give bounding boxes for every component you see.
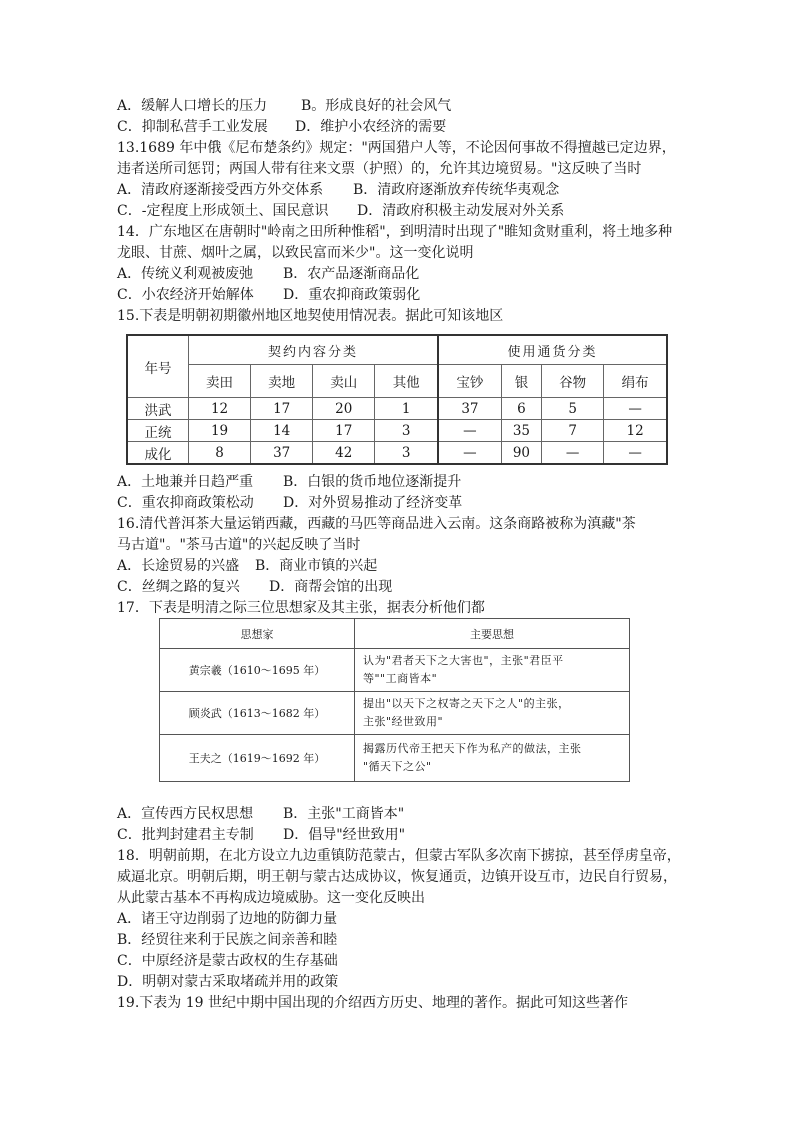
q15-stem: 15.下表是明朝初期徽州地区地契使用情况表。据此可知该地区 — [117, 308, 504, 324]
q16-stem-line1: 16.清代普洱茶大量运销西藏，西藏的马匹等商品进入云南。这条商路被称为滇藏"茶 — [117, 516, 636, 532]
thinker-idea — [355, 649, 630, 692]
q14-option-a: A．传统义利观被废弛 — [117, 266, 254, 282]
q13-options-row1 — [117, 180, 560, 200]
q12-option-b: B。形成良好的社会风气 — [301, 98, 452, 114]
q15-option-b: B．白银的货币地位逐渐提升 — [283, 474, 462, 490]
table-row — [127, 420, 667, 442]
table-cell: 3 — [375, 442, 438, 465]
q17-option-d: D．倡导"经世致用" — [283, 827, 406, 843]
thinker-idea — [355, 735, 630, 782]
q16-option-a: A．长途贸易的兴盛 — [117, 558, 240, 574]
q18-option-d: D．明朝对蒙古采取堵疏并用的政策 — [117, 974, 339, 990]
q14-options-row1 — [117, 264, 420, 284]
table-header-main-ideas: 主要思想 — [355, 619, 630, 649]
thinker-name: 黄宗羲（1610～1695 年） — [160, 649, 355, 692]
table-cell: 17 — [251, 398, 313, 420]
table-cell: 42 — [313, 442, 375, 465]
table-subheader: 卖山 — [313, 365, 375, 398]
table-cell: 37 — [251, 442, 313, 465]
q13-options-row2 — [117, 201, 565, 221]
q12-option-a: A．缓解人口增长的压力 — [117, 98, 268, 114]
q17-option-b: B．主张"工商皆本" — [283, 806, 405, 822]
table-header-year: 年号 — [127, 335, 189, 398]
q12-option-d: D．维护小农经济的需要 — [295, 119, 447, 135]
thinker-idea-line: 主张"经世致用" — [363, 715, 444, 728]
q12-options-row2 — [117, 117, 447, 137]
q14-option-c: C．小农经济开始解体 — [117, 287, 254, 303]
table-row — [160, 735, 630, 782]
q16-stem-line2: 马古道"。"茶马古道"的兴起反映了当时 — [117, 537, 361, 553]
thinker-name: 王夫之（1619～1692 年） — [160, 735, 355, 782]
table-cell: 1 — [375, 398, 438, 420]
q15-options-row1 — [117, 472, 462, 492]
q16-option-d: D．商帮会馆的出现 — [269, 579, 393, 595]
q16-option-b: B．商业市镇的兴起 — [255, 558, 378, 574]
q13-option-d: D．清政府积极主动发展对外关系 — [357, 203, 565, 219]
q17-option-c: C．批判封建君主专制 — [117, 827, 254, 843]
q15-options-row2 — [117, 493, 463, 513]
table-subheader: 谷物 — [542, 365, 604, 398]
q15-option-c: C．重农抑商政策松动 — [117, 495, 254, 511]
q13-option-c: C．-定程度上形成领土、国民意识 — [117, 203, 329, 219]
table-row — [127, 442, 667, 465]
table-cell: 20 — [313, 398, 375, 420]
q16-options-row2 — [117, 577, 393, 597]
table-header-currency-type: 使用通货分类 — [438, 335, 667, 365]
q13-option-b: B．清政府逐渐放弃传统华夷观念 — [353, 182, 560, 198]
table-cell: 19 — [189, 420, 251, 442]
q18-stem-line3: 从此蒙古基本不再构成边境威胁。这一变化反映出 — [117, 890, 425, 906]
q18-option-a: A．诸王守边削弱了边地的防御力量 — [117, 911, 338, 927]
q13-option-a: A．清政府逐渐接受西方外交体系 — [117, 182, 324, 198]
thinker-idea-line: 认为"君者天下之大害也"，主张"君臣平 — [363, 654, 564, 667]
thinker-idea-line: 提出"以天下之权寄之天下之人"的主张， — [363, 697, 570, 710]
table-row — [160, 649, 630, 692]
q13-stem-line1: 13.1689 年中俄《尼布楚条约》规定："两国猎户人等，不论因何事故不得擅越已定边界， — [117, 140, 676, 156]
table-row — [127, 398, 667, 420]
q14-option-d: D．重农抑商政策弱化 — [283, 287, 421, 303]
table-cell: 3 — [375, 420, 438, 442]
q17-thinkers-table — [159, 618, 630, 782]
q17-option-a: A．宣传西方民权思想 — [117, 806, 254, 822]
table-cell: 8 — [189, 442, 251, 465]
thinker-idea-line: 揭露历代帝王把天下作为私产的做法，主张 — [363, 742, 582, 755]
table-cell: 37 — [438, 398, 501, 420]
thinker-idea-line: 等""工商皆本" — [363, 672, 438, 685]
table-subheader: 宝钞 — [438, 365, 501, 398]
table-cell: — — [438, 420, 501, 442]
q15-option-a: A．土地兼并日趋严重 — [117, 474, 254, 490]
q14-stem-line1: 14．广东地区在唐朝时"岭南之田所种惟稻"，到明清时出现了"睢知贪财重利，将土地多种 — [117, 224, 673, 240]
table-cell-era: 洪武 — [127, 398, 189, 420]
table-cell: 14 — [251, 420, 313, 442]
table-subheader: 其他 — [375, 365, 438, 398]
table-row — [160, 692, 630, 735]
table-cell-era: 成化 — [127, 442, 189, 465]
table-cell: 90 — [501, 442, 541, 465]
q12-option-c: C．抑制私营手工业发展 — [117, 119, 268, 135]
table-cell: 7 — [542, 420, 604, 442]
table-cell: — — [438, 442, 501, 465]
q18-option-b: B．经贸往来利于民族之间亲善和睦 — [117, 932, 338, 948]
table-cell: 12 — [189, 398, 251, 420]
q18-stem-line1: 18．明朝前期，在北方设立九边重镇防范蒙古，但蒙古军队多次南下掳掠，甚至俘虏皇帝， — [117, 848, 681, 864]
table-cell-era: 正统 — [127, 420, 189, 442]
q13-stem-line2: 违者送所司惩罚；两国人带有往来文票（护照）的，允许其边境贸易。"这反映了当时 — [117, 161, 642, 177]
table-cell: — — [542, 442, 604, 465]
table-cell: 6 — [501, 398, 541, 420]
table-cell: 12 — [604, 420, 667, 442]
q17-stem: 17．下表是明清之际三位思想家及其主张，据表分析他们都 — [117, 600, 485, 616]
q17-options-row1 — [117, 804, 405, 824]
table-header-thinker: 思想家 — [160, 619, 355, 649]
q16-option-c: C．丝绸之路的复兴 — [117, 579, 240, 595]
q15-land-deed-table — [126, 334, 668, 465]
q17-options-row2 — [117, 825, 406, 845]
thinker-idea — [355, 692, 630, 735]
thinker-idea-line: "循天下之公" — [363, 760, 432, 773]
table-cell: 5 — [542, 398, 604, 420]
table-cell: 17 — [313, 420, 375, 442]
table-subheader: 绢布 — [604, 365, 667, 398]
q12-options-row1 — [117, 96, 452, 116]
q14-stem-line2: 龙眼、甘蔗、烟叶之属，以致民富而米少"。这一变化说明 — [117, 245, 474, 261]
q16-options-row1 — [117, 556, 378, 576]
q14-options-row2 — [117, 285, 421, 305]
table-cell: — — [604, 442, 667, 465]
table-cell: 35 — [501, 420, 541, 442]
q14-option-b: B．农产品逐渐商品化 — [283, 266, 420, 282]
table-header-contract-type: 契约内容分类 — [189, 335, 439, 365]
table-subheader: 银 — [501, 365, 541, 398]
q18-option-c: C．中原经济是蒙古政权的生存基础 — [117, 953, 338, 969]
q19-stem: 19.下表为 19 世纪中期中国出现的介绍西方历史、地理的著作。据此可知这些著作 — [117, 995, 628, 1011]
q15-option-d: D．对外贸易推动了经济变革 — [283, 495, 463, 511]
q18-stem-line2: 威逼北京。明朝后期，明王朝与蒙古达成协议，恢复通贡，边镇开设互市，边民自行贸易， — [117, 869, 677, 885]
table-subheader: 卖田 — [189, 365, 251, 398]
table-subheader: 卖地 — [251, 365, 313, 398]
table-cell: — — [604, 398, 667, 420]
thinker-name: 顾炎武（1613～1682 年） — [160, 692, 355, 735]
